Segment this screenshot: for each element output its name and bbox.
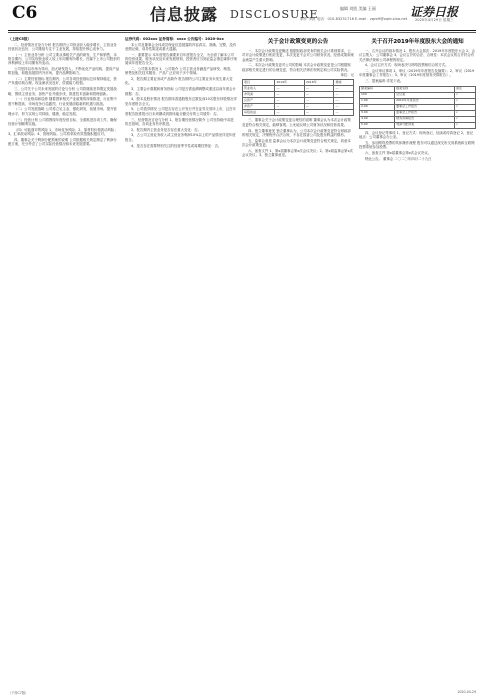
paragraph: （四）可能面对的风险 1、市场竞争风险；2、原材料价格波动风险；3、汇率波动风险；4、管理风险。公司将采取有效措施积极应对。 xyxy=(8,127,118,136)
paragraph: 三、董事会关于会计政策变更合理性的说明 董事会认为本次会计政策变更符合相关规定，能够客观、公允地反映公司财务状况和经营成果。 xyxy=(242,118,351,127)
paragraph: 四、会议登记等事项 1、登记方式：现场登记、信函或传真登记 2、登记地点：公司董事会办公室。 xyxy=(359,130,474,139)
paragraph: 本公司及董事会全体成员保证信息披露的内容真实、准确、完整，没有虚假记载、误导性陈述或重大遗漏。 xyxy=(125,42,237,51)
paragraph: 二、会议审议事项 1、审议《2019年年度报告及摘要》；2、审议《2019年度董事会工作报告》；3、审议《2019年度财务决算报告》。 xyxy=(359,69,475,78)
table-cell: 4.00 xyxy=(360,116,395,122)
table-cell: — xyxy=(304,104,334,110)
column-heading: （上接C5版） xyxy=(8,37,32,41)
table-cell: — xyxy=(334,98,354,104)
column-1 xyxy=(8,36,120,686)
paragraph: 四、董事会关于利润分配预案的说明 公司根据相关规定制定了利润分配方案，充分考虑了公司实际经营情况和未来发展需要。 xyxy=(8,137,117,147)
table-cell: — xyxy=(334,110,354,116)
paragraph: 2、报告期内主营业务是否存在重大变化：否。 xyxy=(131,127,201,132)
page-number: C6 xyxy=(12,3,38,23)
paragraph: （一）主营业务分析 公司主要从事相关产品的研发、生产和销售，本报告期内，公司实现营业收入较上年同期有所增长，归属于上市公司股东的净利润较上年同期有所变动。 xyxy=(8,52,120,66)
column-4 xyxy=(359,36,476,686)
table-cell: — xyxy=(304,92,334,98)
table-cell: 利润分配预案 xyxy=(395,122,455,128)
table-cell: 2018年 xyxy=(304,80,334,86)
continuation-note: （下转C7版） xyxy=(8,691,29,695)
table-cell: 总议案 xyxy=(395,92,455,98)
table-cell: — xyxy=(275,92,305,98)
paragraph: 一、召开会议的基本情况 1、股东大会届次：2019年年度股东大会 2、会议召集人：公司董事会 3、会议召开的合法、合规性：本次会议的召开符合有关法律法规和公司章程的规定。 xyxy=(359,49,476,62)
financial-table xyxy=(242,79,354,116)
paragraph: 二、本次会计政策变更对公司的影响 本次会计政策变更是公司根据财政部相关规定进行的合理变更，符合相关法律法规规定和公司实际情况。 xyxy=(242,63,351,72)
contact-line: 制作 李波 电话：010-83251716 E-mail：zqrb9@zqrb.sina.net xyxy=(300,17,408,21)
table-cell: — xyxy=(275,110,305,116)
paragraph: 3、主要会计数据和财务指标 公司是否需追溯调整或重述以前年度会计数据：否。 xyxy=(125,87,236,96)
header-rule xyxy=(8,30,476,31)
table-cell: 监事会工作报告 xyxy=(395,110,455,116)
table-cell: — xyxy=(275,98,305,104)
table-cell: — xyxy=(334,104,354,110)
table-cell: √ xyxy=(454,98,475,104)
footer-date: 2020-04-29 xyxy=(457,690,476,694)
table-row xyxy=(243,110,354,116)
table-cell: 提案编码 xyxy=(360,86,395,92)
table-cell: √ xyxy=(454,110,475,116)
table-cell: 财务决算报告 xyxy=(395,116,455,122)
table-cell: — xyxy=(275,86,305,92)
paragraph: 六、备查文件 第x届董事会第x次会议决议。 xyxy=(365,150,432,155)
paragraph: 2、报告期主要业务或产品简介 报告期内公司主要业务未发生重大变化。 xyxy=(125,77,233,86)
table-cell: 营业收入 xyxy=(243,86,275,92)
paragraph: （二）公司发展战略 公司将立足主业，强化研发，拓展市场，提升管理水平，努力实现公司持续、健康、稳定发展。 xyxy=(8,107,117,116)
table-cell: 增减 xyxy=(334,80,354,86)
paragraph: 4、股本及股东情况 报告期末普通股股东总数及前10名股东持股情况详见年度报告全文。 xyxy=(125,97,237,106)
table-cell: 100 xyxy=(360,92,395,98)
table-cell: √ xyxy=(454,92,475,98)
table-cell: √ xyxy=(454,104,475,110)
notice-title: 关于召开2019年年度股东大会的通知 xyxy=(371,39,464,45)
paragraph: 六、备查文件 1、第x届董事会第x次会议决议；2、第x届监事会第x次会议决议；3、独立董事意见。 xyxy=(242,148,353,158)
paragraph: 二、公司基本情况 1、公司简介 公司主营业务涵盖产品研发、制造、销售及相关技术服务，产品广泛应用于多个领域。 xyxy=(125,67,234,76)
paragraph: 公司坚持以市场为导向，加大研发投入，不断优化产品结构，提高产品附加值，积极拓展国内外市场，提升品牌影响力。 xyxy=(8,67,120,76)
paragraph: 五、参加网络投票的具体操作流程 股东可以通过深交所交易系统和互联网投票系统参加投票。 xyxy=(359,140,475,149)
paragraph: 五、监事会意见 监事会认为本次会计政策变更符合相关规定，同意本次会计政策变更。 xyxy=(242,138,351,147)
notice-title: 关于会计政策变更的公告 xyxy=(267,39,329,45)
table-cell: 董事会工作报告 xyxy=(395,104,455,110)
table-cell: 每股收益 xyxy=(243,110,275,116)
table-cell: — xyxy=(304,86,334,92)
paragraph: （三）经营计划 公司将围绕年度经营目标，全面推进各项工作，确保经营计划顺利实施。 xyxy=(8,117,117,126)
paragraph: 一、重要提示 本年度报告摘要来自年度报告全文，为全面了解本公司的经营成果、财务状况及未来发展规划，投资者应当到证监会指定媒体仔细阅读年度报告全文。 xyxy=(125,52,237,66)
table-cell: — xyxy=(304,98,334,104)
paragraph: 特此公告。 董事会 二〇二〇年四月二十九日 xyxy=(365,156,432,161)
masthead xyxy=(0,0,484,30)
paragraph: 4、是否存在需要特别关注的经营季节性或周期性特征：否。 xyxy=(131,143,222,148)
table-cell: 项目 xyxy=(243,80,275,86)
table-caption: 单位：元 xyxy=(340,73,354,78)
table-cell: √ xyxy=(454,122,475,128)
table-cell: 3.00 xyxy=(360,110,395,116)
table-cell: 净资产 xyxy=(243,104,275,110)
paragraph: 四、独立董事意见 独立董事认为，公司本次会计政策变更符合财政部的相关规定，决策程序合法合规，不存在损害公司及股东利益的情形。 xyxy=(242,128,351,137)
paragraph: 三、公司关于公司未来发展的讨论与分析 公司将继续坚持既定发展战略，围绕主营业务，加快产业升级步伐，推进技术创新和管理创新。 xyxy=(8,87,117,96)
paragraph: 3、占公司主营业务收入或主营业务利润10%以上的产品情况详见年度报告。 xyxy=(125,133,236,142)
table-cell: 5.00 xyxy=(360,122,395,128)
table-cell: — xyxy=(304,110,334,116)
table-cell: 2.00 xyxy=(360,104,395,110)
paragraph: 二、经营情况讨论与分析 报告期内公司营业收入稳步增长，主营业务经营状况良好，公司继续专注于主业发展，持续提升核心竞争力。 xyxy=(8,42,117,51)
table-cell: — xyxy=(334,86,354,92)
paragraph: （一）行业格局和趋势 随着国家相关产业政策的持续推进，行业集中度不断提高，市场竞争日趋激烈，行业发展面临新的机遇与挑战。 xyxy=(8,97,117,106)
table-cell: 备注 xyxy=(454,86,475,92)
header-rule-thin xyxy=(8,32,476,33)
editor-credit: 编辑 刘凯 美编 王丽 xyxy=(340,6,376,11)
paragraph: 三、经营情况讨论与分析 1、报告期经营情况简介 公司坚持稳中求进的总基调，各项业务有序推进。 xyxy=(125,117,234,126)
paragraph: 4、会议召开方式：现场表决与网络投票相结合的方式。 xyxy=(365,63,449,68)
paragraph: （二）主要经营指标 报告期内，公司各项经营指标总体保持稳定，资产负债结构合理，现金流状况良好，偿债能力较强。 xyxy=(8,77,117,86)
table-cell: 提案名称 xyxy=(395,86,455,92)
newspaper-logo: 证券日报 xyxy=(410,5,459,19)
column-3 xyxy=(242,36,354,686)
section-title-english: DISCLOSURE xyxy=(230,8,319,21)
paragraph: 三、提案编码 详见下表。 xyxy=(365,79,404,84)
table-cell: 1.00 xyxy=(360,98,395,104)
column-2 xyxy=(125,36,237,686)
section-title: 信息披露 xyxy=(150,5,219,24)
proposal-table xyxy=(359,86,476,129)
table-cell: 净利润 xyxy=(243,92,275,98)
table-cell: 2019年年度报告 xyxy=(395,98,455,104)
table-cell: — xyxy=(275,104,305,110)
table-row xyxy=(360,122,476,128)
paragraph: 5、公司债券情况 公司是否存在公开发行并在证券交易所上市，且在年度报告批准报出日未到期或到期未能全额兑付的公司债券：否。 xyxy=(125,107,236,116)
table-cell: √ xyxy=(454,116,475,122)
table-cell: — xyxy=(334,92,354,98)
table-cell: 总资产 xyxy=(243,98,275,104)
table-cell: 2019年 xyxy=(275,80,305,86)
issue-date: 2020年4月29日 星期三 xyxy=(415,18,454,22)
column-heading: 证券代码：002xxx 证券简称：xxxx 公告编号：2020-0xx xyxy=(125,37,224,41)
paragraph: 一、本次会计政策变更概述 根据财政部发布的相关会计准则要求，公司对会计政策进行相应变更，本次变更不会对公司财务状况、经营成果和现金流量产生重大影响。 xyxy=(242,49,354,62)
